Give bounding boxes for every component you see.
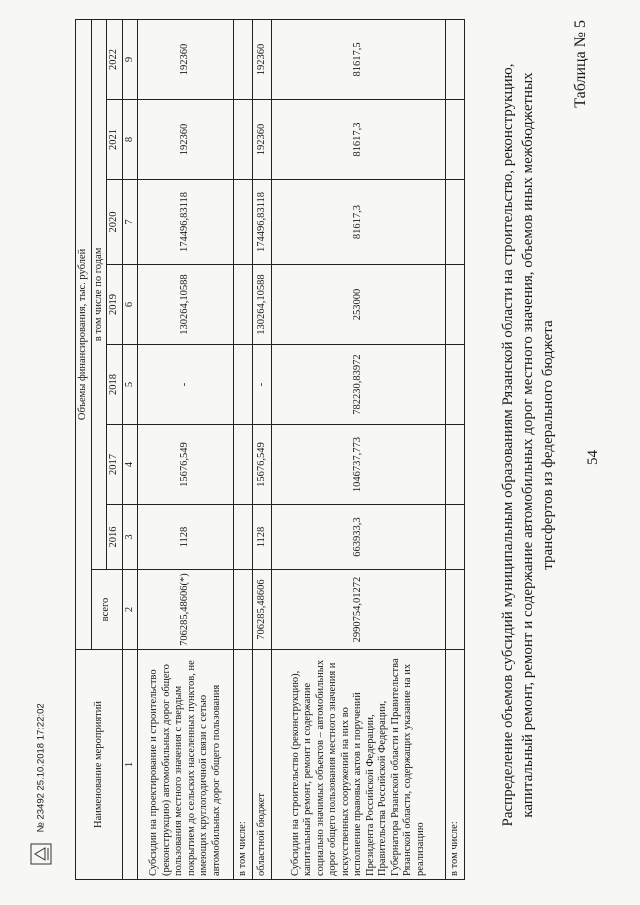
row-value: 782230,83972 — [272, 345, 445, 425]
row-name: областной бюджет — [253, 650, 272, 880]
row-value: 1046737,773 — [272, 425, 445, 505]
table-row — [272, 19, 445, 879]
col-number: 4 — [122, 425, 138, 505]
page-number: 54 — [585, 450, 601, 465]
document-title: Распределение объемов субсидий муниципальным образованиям Рязанской области на строительство, реконструкцию, капитальный ремонт, ремонт и содержание автомобильных дорог местного значения, объемов иных межбюджетных трансфертов из федерального бюджета — [500, 63, 556, 827]
table-row — [234, 19, 253, 879]
table-label: Таблица № 5 — [572, 20, 589, 108]
row-value: 15676,549 — [138, 425, 234, 505]
header-name: Наименование мероприятий — [76, 650, 123, 880]
emblem-icon — [30, 843, 52, 865]
row-total — [445, 570, 464, 650]
row-value — [445, 180, 464, 265]
row-value: 663933,3 — [272, 505, 445, 570]
row-name: в том числе: — [445, 650, 464, 880]
row-name: Субсидии на строительство (реконструкцию), капитальный ремонт, ремонт и содержание социально значимых объектов – автомобильных дорог общего пользования местного значения и искусственных сооружений на них во исполнение правовых актов и поручений Президента Российской Федерации, Правительства Российской Федерации, Губернатора Рязанской области и Правительства Рязанской области, содержащих указание на их реализацию — [272, 650, 445, 880]
row-value: 192360 — [138, 100, 234, 180]
row-value: 81617,3 — [272, 100, 445, 180]
row-value — [234, 19, 253, 99]
row-value: 192360 — [253, 19, 272, 99]
row-value — [234, 425, 253, 505]
row-value: 81617,3 — [272, 180, 445, 265]
row-value: 130264,10588 — [138, 265, 234, 345]
row-value: 15676,549 — [253, 425, 272, 505]
row-value — [445, 505, 464, 570]
row-value — [445, 19, 464, 99]
row-value — [445, 265, 464, 345]
row-value — [234, 345, 253, 425]
row-value: 1128 — [253, 505, 272, 570]
row-value — [234, 100, 253, 180]
row-value — [445, 345, 464, 425]
table-row — [445, 19, 464, 879]
header-funding: Объемы финансирования, тыс. рублей — [76, 19, 92, 649]
header-year: 2018 — [107, 345, 123, 425]
col-number: 3 — [122, 505, 138, 570]
header-year: 2021 — [107, 100, 123, 180]
row-value: 192360 — [253, 100, 272, 180]
row-value — [234, 265, 253, 345]
row-value: 253000 — [272, 265, 445, 345]
header-year: 2019 — [107, 265, 123, 345]
row-total: 706285,48606 — [253, 570, 272, 650]
header-year: 2017 — [107, 425, 123, 505]
header-total: всего — [91, 570, 122, 650]
table-row — [253, 19, 272, 879]
row-value — [445, 100, 464, 180]
row-total: 706285,48606(*) — [138, 570, 234, 650]
row-value — [445, 425, 464, 505]
row-value: 174496,83118 — [138, 180, 234, 265]
row-value — [234, 180, 253, 265]
row-name: Субсидии на проектирование и строительство (реконструкцию) автомобильных дорог общего пользования местного значения с твердым покрытием до сельских населенных пунктов, не имеющих круглогодичной связи с сетью автомобильных дорог общего пользования — [138, 650, 234, 880]
row-value: 130264,10588 — [253, 265, 272, 345]
col-number: 2 — [122, 570, 138, 650]
header-year: 2016 — [107, 505, 123, 570]
row-total — [234, 570, 253, 650]
row-name: в том числе: — [234, 650, 253, 880]
col-number: 6 — [122, 265, 138, 345]
row-value: 192360 — [138, 19, 234, 99]
col-number: 1 — [122, 650, 138, 880]
row-value: 81617,5 — [272, 19, 445, 99]
col-number: 5 — [122, 345, 138, 425]
col-number: 9 — [122, 19, 138, 99]
col-number: 7 — [122, 180, 138, 265]
table-row — [138, 19, 234, 879]
row-value: - — [138, 345, 234, 425]
col-number: 8 — [122, 100, 138, 180]
funding-table — [75, 19, 465, 880]
header-by-year: в том числе по годам — [91, 19, 107, 569]
row-value — [234, 505, 253, 570]
row-value: 1128 — [138, 505, 234, 570]
stamp-text: № 23492 25.10.2018 17:22:02 — [35, 703, 47, 833]
row-value: - — [253, 345, 272, 425]
header-year: 2022 — [107, 19, 123, 99]
header-year: 2020 — [107, 180, 123, 265]
row-value: 174496,83118 — [253, 180, 272, 265]
row-total: 2990754,01272 — [272, 570, 445, 650]
registration-stamp — [30, 703, 52, 865]
